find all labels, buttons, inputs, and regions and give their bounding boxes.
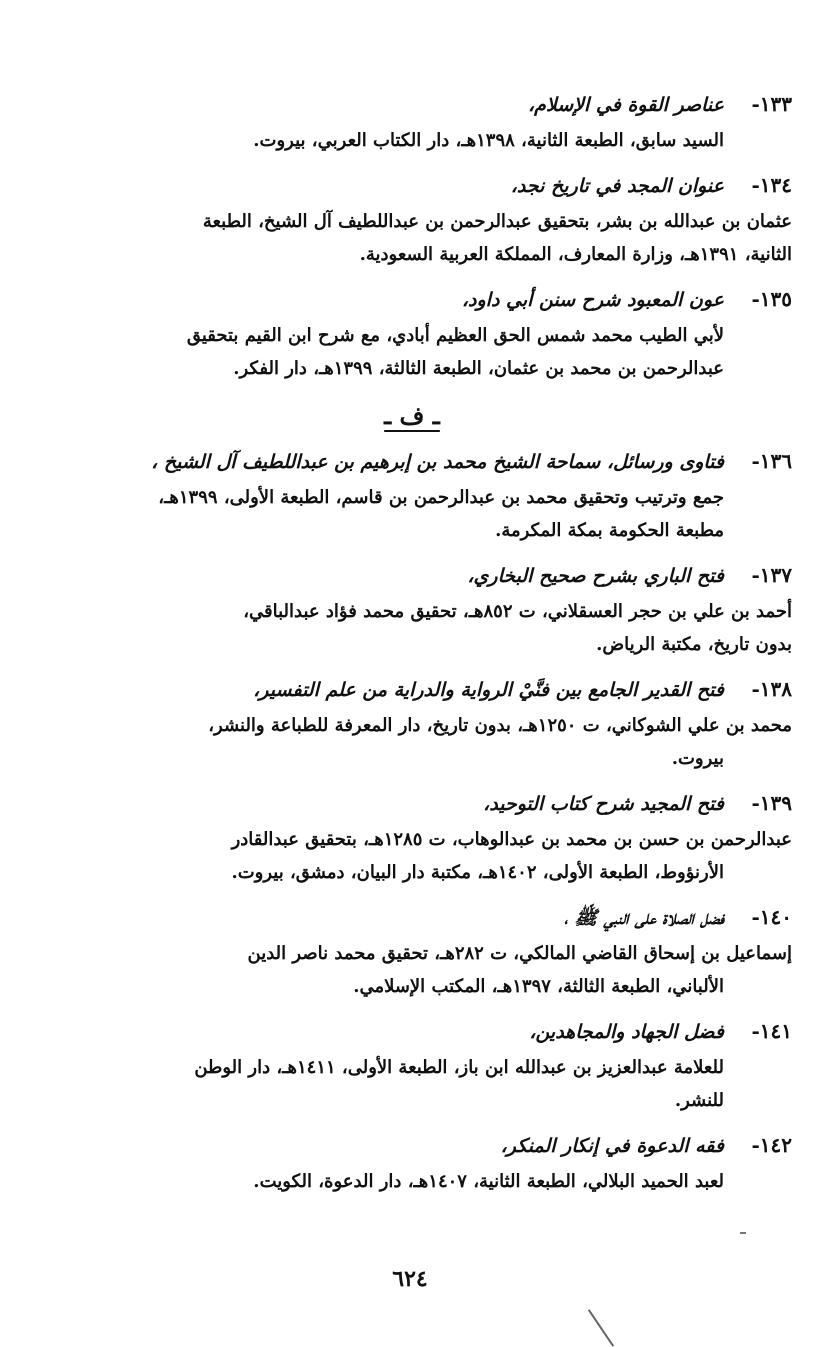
entry-line: محمد بن علي الشوكاني، ت ١٢٥٠هـ، بدون تاريخ، دار المعرفة للطباعة والنشر، <box>208 715 792 736</box>
bibliography-entry <box>32 669 792 775</box>
entry-details <box>32 481 724 547</box>
entry-line: مطبعة الحكومة بمكة المكرمة. <box>495 520 724 541</box>
entry-title: عون المعبود شرح سنن أبي داود، <box>461 289 724 311</box>
bibliography-entry <box>32 441 792 547</box>
entry-heading <box>32 1011 792 1051</box>
entry-line: جمع وترتيب وتحقيق محمد بن عبدالرحمن بن قاسم، الطبعة الأولى، ١٣٩٩هـ، <box>158 487 724 508</box>
bibliography-entry <box>32 84 792 157</box>
section-letter: ـ ف ـ <box>384 401 440 430</box>
entry-heading <box>32 1125 792 1165</box>
entry-heading <box>32 669 792 709</box>
entry-details <box>32 1051 792 1117</box>
entry-number: ١٣٣- <box>751 92 792 116</box>
entry-heading <box>32 279 792 319</box>
entry-heading <box>32 783 792 823</box>
entry-line: بيروت. <box>671 748 724 769</box>
entry-number: ١٤٠- <box>751 905 792 929</box>
bibliography-entry <box>32 555 792 661</box>
entry-number: ١٣٦- <box>751 449 792 473</box>
entry-title: عنوان المجد في تاريخ نجد، <box>510 175 724 197</box>
entry-line: للعلامة عبدالعزيز بن عبدالله ابن باز، الطبعة الأولى، ١٤١١هـ، دار الوطن <box>194 1057 724 1078</box>
entry-line: السيد سابق، الطبعة الثانية، ١٣٩٨هـ، دار الكتاب العربي، بيروت. <box>253 130 724 151</box>
entry-line: عثمان بن عبدالله بن بشر، بتحقيق عبدالرحمن بن عبداللطيف آل الشيخ، الطبعة <box>202 211 792 232</box>
entry-heading <box>32 84 792 124</box>
bibliography-entry <box>32 1125 792 1198</box>
entry-number: ١٣٧- <box>751 563 792 587</box>
entry-number: ١٤١- <box>751 1019 792 1043</box>
entry-details <box>32 595 792 661</box>
entry-heading <box>32 441 792 481</box>
entry-number: ١٣٥- <box>751 287 792 311</box>
entry-heading <box>32 897 792 937</box>
entry-title: عناصر القوة في الإسلام، <box>528 94 724 116</box>
entry-line: لأبي الطيب محمد شمس الحق العظيم أبادي، مع شرح ابن القيم بتحقيق <box>186 325 724 346</box>
entry-line: للنشر. <box>674 1090 724 1111</box>
page-number: ٦٢٤ <box>392 1266 428 1292</box>
entry-line: لعبد الحميد البلالي، الطبعة الثانية، ١٤٠٧هـ، دار الدعوة، الكويت. <box>253 1171 724 1192</box>
entry-line: الأرنؤوط، الطبعة الأولى، ١٤٠٢هـ، مكتبة دار البيان، دمشق، بيروت. <box>231 862 724 883</box>
entry-details <box>32 823 792 889</box>
entry-line: الثانية، ١٣٩١هـ، وزارة المعارف، المملكة العربية السعودية. <box>359 244 792 265</box>
scan-artifact <box>740 1232 746 1234</box>
entry-details <box>32 1165 724 1198</box>
entry-line: أحمد بن علي بن حجر العسقلاني، ت ٨٥٢هـ، تحقيق محمد فؤاد عبدالباقي، <box>243 601 792 622</box>
entry-details <box>32 937 792 1003</box>
bibliography-entry <box>32 165 792 271</box>
entry-details <box>32 124 724 157</box>
entry-title: فقه الدعوة في إنكار المنكر، <box>500 1135 724 1157</box>
entry-heading <box>32 555 792 595</box>
bibliography-entry <box>32 783 792 889</box>
entry-line: إسماعيل بن إسحاق القاضي المالكي، ت ٢٨٢هـ، تحقيق محمد ناصر الدين <box>247 943 792 964</box>
bibliography-entry <box>32 1011 792 1117</box>
entry-line: الألباني، الطبعة الثالثة، ١٣٩٧هـ، المكتب الإسلامي. <box>353 976 724 997</box>
entry-line: عبدالرحمن بن محمد بن عثمان، الطبعة الثالثة، ١٣٩٩هـ، دار الفكر. <box>233 358 724 379</box>
entry-title: فضل الصلاة على النبي ﷺ ، <box>564 907 724 929</box>
entry-line: عبدالرحمن بن حسن بن محمد بن عبدالوهاب، ت ١٢٨٥هـ، بتحقيق عبدالقادر <box>231 829 792 850</box>
entry-number: ١٣٨- <box>751 677 792 701</box>
entry-details <box>32 709 792 775</box>
entry-title: فتح الباري بشرح صحيح البخاري، <box>467 565 724 587</box>
entry-number: ١٣٤- <box>751 173 792 197</box>
entry-title: فتح القدير الجامع بين فنَّيْ الرواية والدراية من علم التفسير، <box>253 679 724 701</box>
entry-title: فضل الجهاد والمجاهدين، <box>529 1021 724 1043</box>
entry-details <box>32 205 792 271</box>
entry-title: فتح المجيد شرح كتاب التوحيد، <box>483 793 724 815</box>
entry-number: ١٣٩- <box>751 791 792 815</box>
entry-title: فتاوى ورسائل، سماحة الشيخ محمد بن إبرهيم بن عبداللطيف آل الشيخ ، <box>151 451 724 473</box>
entry-number: ١٤٢- <box>751 1133 792 1157</box>
entry-line: بدون تاريخ، مكتبة الرياض. <box>596 634 792 655</box>
bibliography-entry <box>32 279 792 385</box>
bibliography-page <box>32 84 792 1206</box>
entry-heading <box>32 165 792 205</box>
bibliography-entry <box>32 897 792 1003</box>
section-heading <box>32 393 792 439</box>
entry-details <box>32 319 724 385</box>
scan-artifact <box>588 1309 614 1347</box>
